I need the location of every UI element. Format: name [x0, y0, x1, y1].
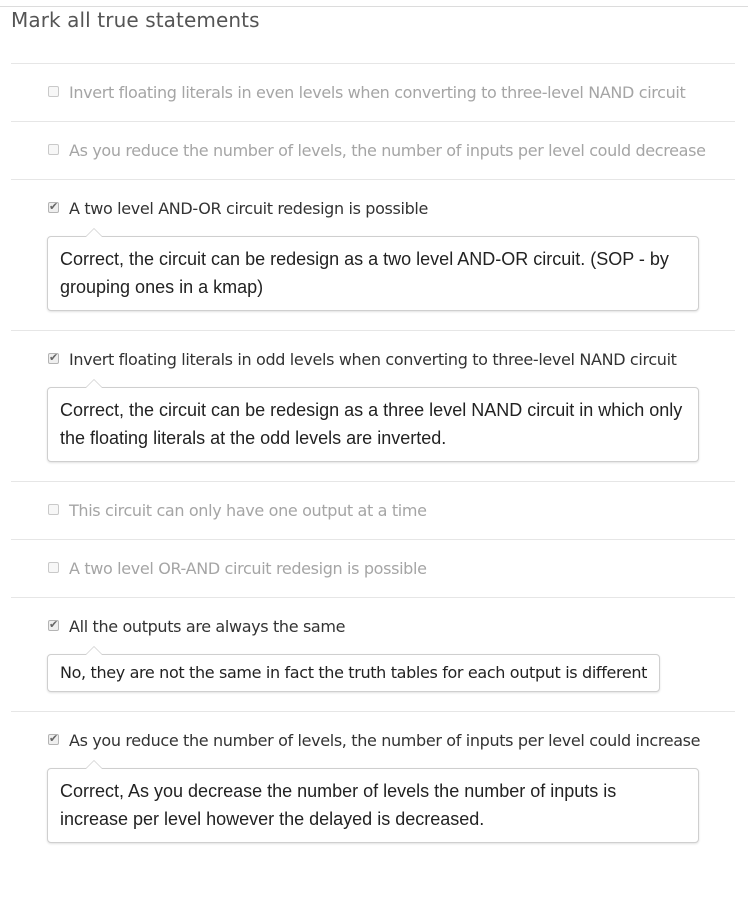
option-label: Invert floating literals in even levels when converting to three-level NAND circuit [69, 83, 686, 102]
feedback-callout: No, they are not the same in fact the truth tables for each output is different [47, 654, 660, 692]
option-label: Invert floating literals in odd levels when converting to three-level NAND circuit [69, 350, 677, 369]
option-label: This circuit can only have one output at a time [69, 501, 427, 520]
answer-option [11, 539, 735, 597]
option-label: As you reduce the number of levels, the number of inputs per level could decrease [69, 141, 706, 160]
option-row[interactable] [11, 64, 735, 121]
answer-option [11, 330, 735, 481]
feedback-callout: Correct, As you decrease the number of levels the number of inputs is increase per level however the delayed is decreased. [47, 768, 699, 843]
checkmark-icon: ✔ [49, 732, 59, 745]
checkmark-icon: ✔ [49, 200, 59, 213]
feedback-container [11, 760, 735, 862]
option-row[interactable] [11, 482, 735, 539]
option-label: A two level AND-OR circuit redesign is possible [69, 199, 429, 218]
option-checkbox[interactable] [48, 504, 59, 515]
feedback-container [11, 228, 735, 330]
answer-option [11, 121, 735, 179]
answer-option [11, 711, 735, 862]
option-checkbox[interactable] [48, 620, 59, 631]
feedback-container [11, 646, 735, 711]
option-checkbox[interactable] [48, 734, 59, 745]
top-divider [0, 6, 748, 7]
option-checkbox[interactable] [48, 86, 59, 97]
option-label: All the outputs are always the same [69, 617, 346, 636]
answer-option [11, 179, 735, 330]
answer-options-list [11, 63, 735, 862]
option-checkbox[interactable] [48, 202, 59, 213]
feedback-callout: Correct, the circuit can be redesign as a three level NAND circuit in which only the floating literals at the odd levels are inverted. [47, 387, 699, 462]
answer-option [11, 63, 735, 121]
checkmark-icon: ✔ [49, 351, 59, 364]
answer-option [11, 481, 735, 539]
option-label: As you reduce the number of levels, the number of inputs per level could increase [69, 731, 701, 750]
page-title: Mark all true statements [11, 8, 260, 32]
checkmark-icon: ✔ [49, 618, 59, 631]
answer-option [11, 597, 735, 711]
option-checkbox[interactable] [48, 144, 59, 155]
option-row[interactable] [11, 122, 735, 179]
option-checkbox[interactable] [48, 562, 59, 573]
feedback-callout: Correct, the circuit can be redesign as a two level AND-OR circuit. (SOP - by grouping ones in a kmap) [47, 236, 699, 311]
option-checkbox[interactable] [48, 353, 59, 364]
feedback-container [11, 379, 735, 481]
option-row[interactable] [11, 540, 735, 597]
option-label: A two level OR-AND circuit redesign is possible [69, 559, 427, 578]
